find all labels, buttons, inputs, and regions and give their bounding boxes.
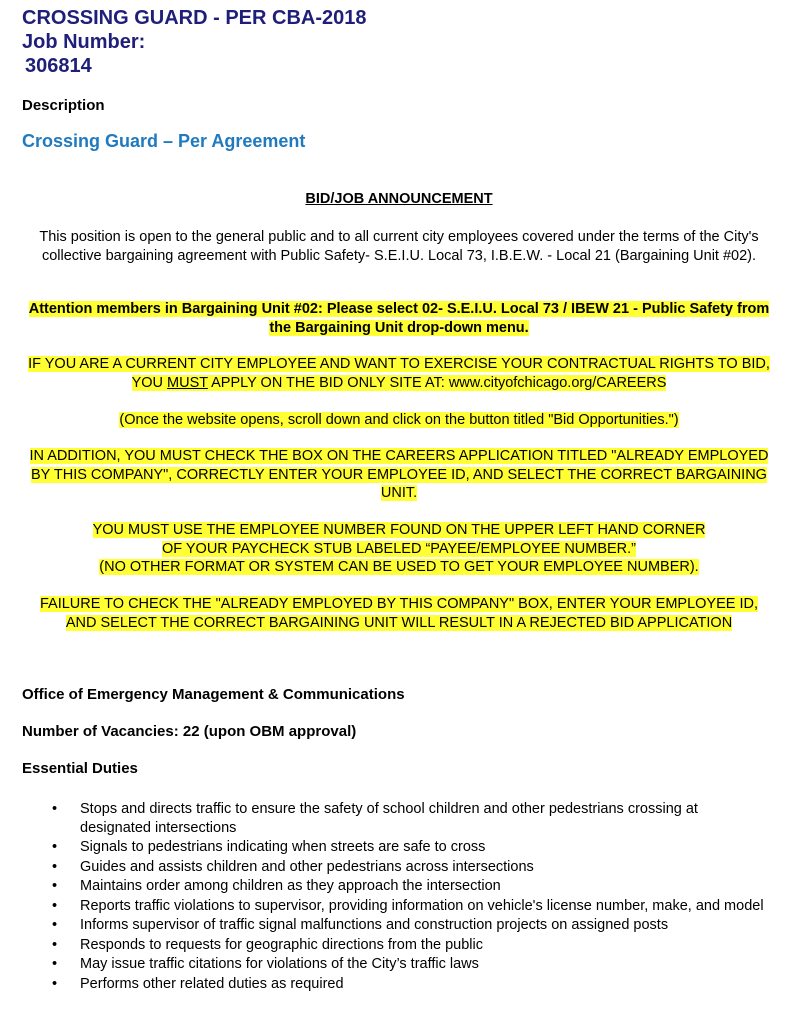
bullet-icon: • — [52, 917, 58, 933]
job-number: 306814 — [25, 55, 92, 77]
essential-duties-list — [22, 800, 772, 994]
bid-text-must: MUST — [167, 374, 208, 391]
bullet-icon: • — [52, 975, 58, 992]
job-number-label: Job Number: — [22, 31, 146, 53]
essential-duties-heading: Essential Duties — [22, 760, 138, 777]
list-item: • Reports traffic violations to supervisor, providing information on vehicle's license number, make, and model — [52, 897, 764, 914]
bullet-icon: • — [52, 801, 58, 817]
job-title-block — [22, 6, 367, 78]
list-item: • Responds to requests for geographic directions from the public — [52, 936, 483, 953]
bullet-icon: • — [52, 858, 58, 875]
paycheck-notice — [24, 521, 774, 577]
bid-text-post: APPLY ON THE BID ONLY SITE AT: www.cityofchicago.org/CAREERS — [207, 374, 667, 391]
bullet-icon: • — [52, 936, 58, 953]
bullet-icon: • — [52, 839, 58, 855]
website-note-text: (Once the website opens, scroll down and click on the button titled "Bid Opportunities.") — [119, 412, 679, 428]
website-note — [24, 411, 774, 430]
list-item: • May issue traffic citations for violations of the City’s traffic laws — [52, 956, 479, 972]
bullet-icon: • — [52, 956, 58, 972]
addition-text: IN ADDITION, YOU MUST CHECK THE BOX ON THE CAREERS APPLICATION TITLED "ALREADY EMPLOYED BY THIS COMPANY", CORRECTLY ENTER YOUR EMPLOYEE ID, AND SELECT THE CORRECT BARGAINING UNIT. — [29, 448, 769, 501]
paycheck-line-2: OF YOUR PAYCHECK STUB LABELED “PAYEE/EMPLOYEE NUMBER.” — [161, 540, 637, 557]
announcement-intro: This position is open to the general public and to all current city employees covered under the terms of the City's collective bargaining agreement with Public Safety- S.E.I.U. Local 73, I.B.E.W. - Local 21 (Bargaining Unit #02). — [39, 229, 759, 264]
bullet-icon: • — [52, 878, 58, 894]
failure-notice — [24, 595, 774, 632]
list-item: • Stops and directs traffic to ensure the safety of school children and other pedestrians crossing at designated intersections — [52, 801, 698, 836]
job-title: CROSSING GUARD - PER CBA-2018 — [22, 7, 367, 29]
attention-text: Attention members in Bargaining Unit #02: Please select 02- S.E.I.U. Local 73 / IBEW 21 - Public Safety from the Bargaining Unit drop-down menu. — [28, 301, 770, 336]
announcement-heading: BID/JOB ANNOUNCEMENT — [305, 191, 493, 207]
position-subtitle: Crossing Guard – Per Agreement — [22, 131, 306, 151]
list-item: • Informs supervisor of traffic signal malfunctions and construction projects on assigned posts — [52, 917, 669, 933]
addition-notice — [24, 447, 774, 503]
paycheck-line-3: (NO OTHER FORMAT OR SYSTEM CAN BE USED TO GET YOUR EMPLOYEE NUMBER). — [99, 559, 699, 575]
list-item: • Performs other related duties as required — [52, 975, 344, 992]
list-item: • Guides and assists children and other pedestrians across intersections — [52, 858, 534, 875]
list-item: • Signals to pedestrians indicating when streets are safe to cross — [52, 839, 486, 855]
paycheck-line-1: YOU MUST USE THE EMPLOYEE NUMBER FOUND ON THE UPPER LEFT HAND CORNER — [92, 522, 706, 538]
description-label: Description — [22, 97, 105, 114]
failure-text: FAILURE TO CHECK THE "ALREADY EMPLOYED BY THIS COMPANY" BOX, ENTER YOUR EMPLOYEE ID, AND SELECT THE CORRECT BARGAINING UNIT WILL RESULT IN A REJECTED BID APPLICATION — [39, 596, 759, 631]
office-name: Office of Emergency Management & Communications — [22, 686, 405, 703]
attention-notice — [24, 300, 774, 337]
vacancies: Number of Vacancies: 22 (upon OBM approval) — [22, 723, 357, 740]
bullet-icon: • — [52, 897, 58, 914]
list-item: • Maintains order among children as they approach the intersection — [52, 878, 501, 894]
bid-text-pre: IF YOU ARE A CURRENT CITY EMPLOYEE AND WANT TO EXERCISE YOUR CONTRACTUAL RIGHTS TO BID, YOU — [28, 356, 770, 391]
bid-instructions — [24, 355, 774, 392]
